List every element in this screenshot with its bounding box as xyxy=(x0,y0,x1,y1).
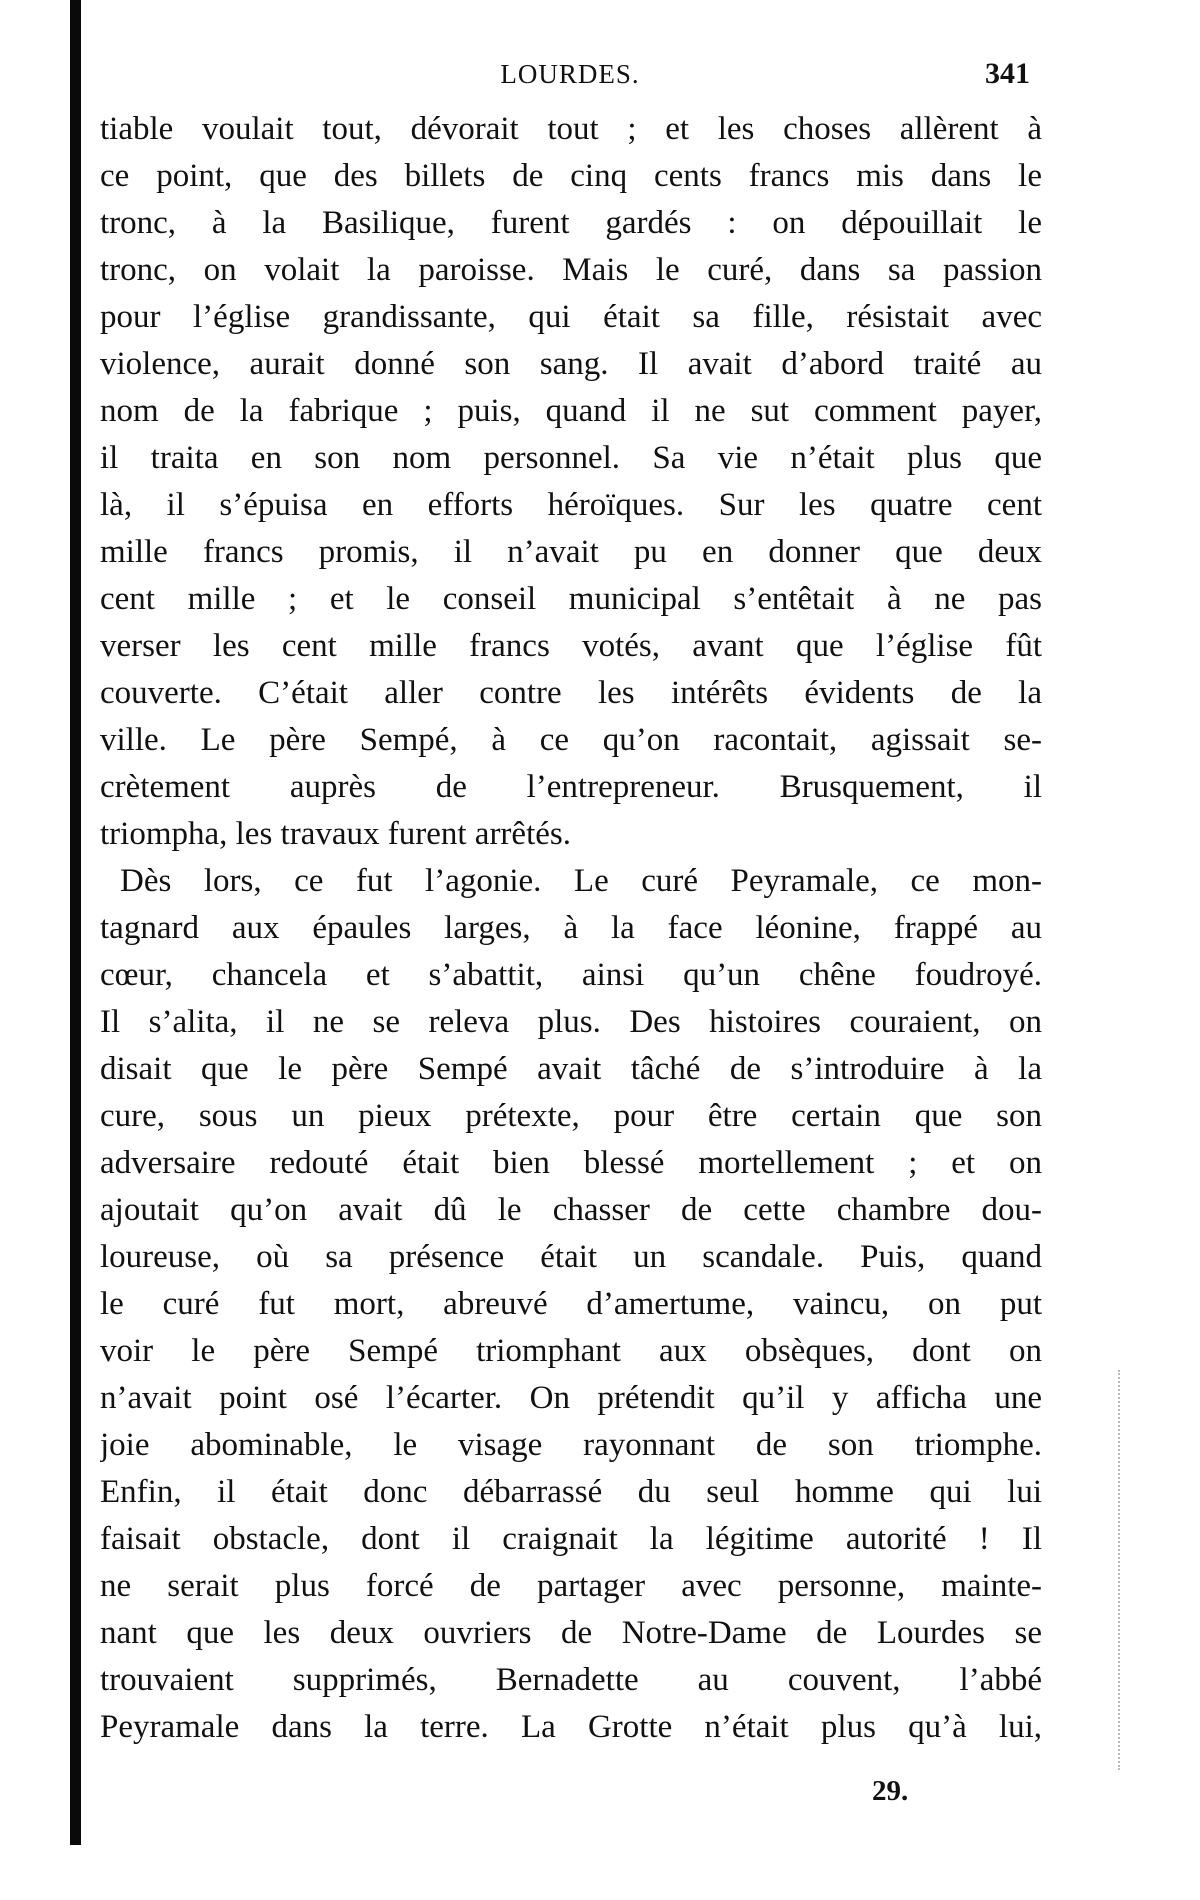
text-line: mille francs promis, il n’avait pu en donner que deux xyxy=(100,534,1042,570)
text-line: trouvaient supprimés, Bernadette au couvent, l’abbé xyxy=(100,1662,1042,1698)
text-line: voir le père Sempé triomphant aux obsèques, dont on xyxy=(100,1333,1042,1369)
running-title: LOURDES. xyxy=(500,59,640,89)
text-line: faisait obstacle, dont il craignait la légitime autorité ! Il xyxy=(100,1521,1042,1557)
text-line: violence, aurait donné son sang. Il avait d’abord traité au xyxy=(100,346,1042,382)
text-line: nom de la fabrique ; puis, quand il ne sut comment payer, xyxy=(100,393,1042,429)
text-line: tronc, on volait la paroisse. Mais le curé, dans sa passion xyxy=(100,252,1042,288)
text-line: joie abominable, le visage rayonnant de son triomphe. xyxy=(100,1427,1042,1463)
text-line: loureuse, où sa présence était un scandale. Puis, quand xyxy=(100,1239,1042,1275)
body-text xyxy=(100,106,1042,1751)
text-line: couverte. C’était aller contre les intérêts évidents de la xyxy=(100,675,1042,711)
page-number: 341 xyxy=(985,57,1030,90)
text-line: pour l’église grandissante, qui était sa fille, résistait avec xyxy=(100,299,1042,335)
text-line: il traita en son nom personnel. Sa vie n’était plus que xyxy=(100,440,1042,476)
text-line: le curé fut mort, abreuvé d’amertume, vaincu, on put xyxy=(100,1286,1042,1322)
text-line: tiable voulait tout, dévorait tout ; et les choses allèrent à xyxy=(100,111,1042,147)
text-line: ville. Le père Sempé, à ce qu’on racontait, agissait se- xyxy=(100,722,1042,758)
binding-edge-shadow xyxy=(70,0,81,1845)
text-line: Peyramale dans la terre. La Grotte n’était plus qu’à lui, xyxy=(100,1709,1042,1745)
text-line: cent mille ; et le conseil municipal s’entêtait à ne pas xyxy=(100,581,1042,617)
text-line: verser les cent mille francs votés, avant que l’église fût xyxy=(100,628,1042,664)
text-line: Enfin, il était donc débarrassé du seul homme qui lui xyxy=(100,1474,1042,1510)
text-line: ne serait plus forcé de partager avec personne, mainte- xyxy=(100,1568,1042,1604)
text-line: cœur, chancela et s’abattit, ainsi qu’un chêne foudroyé. xyxy=(100,957,1042,993)
text-line: disait que le père Sempé avait tâché de s’introduire à la xyxy=(100,1051,1042,1087)
text-line: ce point, que des billets de cinq cents francs mis dans le xyxy=(100,158,1042,194)
signature-mark: 29. xyxy=(872,1775,909,1807)
text-line: cure, sous un pieux prétexte, pour être certain que son xyxy=(100,1098,1042,1134)
scan-artifact-dotted-line xyxy=(1118,1370,1120,1770)
text-line: tagnard aux épaules larges, à la face léonine, frappé au xyxy=(100,910,1042,946)
text-line: Dès lors, ce fut l’agonie. Le curé Peyramale, ce mon- xyxy=(120,863,1042,899)
running-header xyxy=(0,55,1200,95)
paragraph xyxy=(100,858,1042,1751)
text-line: n’avait point osé l’écarter. On prétendit qu’il y afficha une xyxy=(100,1380,1042,1416)
text-line: adversaire redouté était bien blessé mortellement ; et on xyxy=(100,1145,1042,1181)
text-line: nant que les deux ouvriers de Notre-Dame de Lourdes se xyxy=(100,1615,1042,1651)
text-line: tronc, à la Basilique, furent gardés : on dépouillait le xyxy=(100,205,1042,241)
paragraph xyxy=(100,106,1042,858)
text-line: crètement auprès de l’entrepreneur. Brusquement, il xyxy=(100,769,1042,805)
text-line: Il s’alita, il ne se releva plus. Des histoires couraient, on xyxy=(100,1004,1042,1040)
text-line: ajoutait qu’on avait dû le chasser de cette chambre dou- xyxy=(100,1192,1042,1228)
text-line: triompha, les travaux furent arrêtés. xyxy=(100,816,571,852)
text-line: là, il s’épuisa en efforts héroïques. Sur les quatre cent xyxy=(100,487,1042,523)
